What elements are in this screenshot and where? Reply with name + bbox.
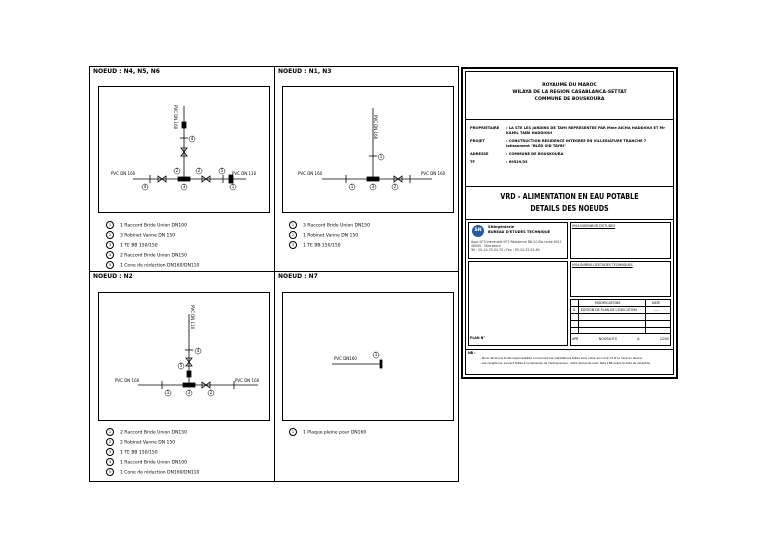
table-header-modifications: MODIFICATIONS [595,301,621,305]
table-line [570,320,671,321]
legend-item: 2 2 Robinet Vanne DN 150 [106,438,199,448]
circle-label: 4 [190,136,194,141]
project-label: PROJET [470,139,485,143]
table-line [570,313,671,314]
legend-item: 1 2 Raccord Bride Union DN150 [106,428,199,438]
node-diagram [282,86,454,213]
pipe-label-left: PVC DN 160 [111,171,136,176]
panel-divider-horizontal [89,271,459,272]
legend-item: 3 1 TE BB 150/150 [106,448,199,458]
visa-bet-label: VISA BUREAU D'ETUDES TECHNIQUES [572,263,633,267]
circle-label: 1 [166,390,170,395]
plan-field: APR [572,337,579,341]
circle-label: 5 [179,363,183,368]
plan-field: NO/05LOTS [598,337,617,341]
tf-label: TF [470,160,475,164]
legend-item: 5 1 Cone de réduction DN160/DN110 [106,261,199,271]
table-cell: A [573,308,576,312]
bet-name: SNIngénierie BUREAU D'ETUDES TECHNIQUE [488,225,551,234]
note-line: - Nous déclinons toute responsabilité concernant les installations faites sans notre accord écrit et la mise en œuvre. [480,356,643,360]
legend-item: 1 1 Plaque pleine pour DN160 [289,428,366,438]
table-cell: EDITION DE PLAN DE L'EXECUTION [581,308,637,312]
plan-fields [572,337,669,341]
panel-title: NOEUD : N7 [278,273,318,280]
note-line: - Les réceptions, suivant faites à la demande de l'entrepreneur, notre demande avec faite 15B avant la date de réception. [480,361,652,365]
pipe-label-vertical: PVC DN 160 [173,105,178,130]
table-line [570,327,671,328]
owner-value: : LA STE LES JARDINS DE TAMI REPRESENTEE PAR Mme AICHA HADDIOUI ET Mr KAMIL TAIBI HADDIOUI [506,126,666,135]
table-line [578,299,579,333]
legend-item: 3 1 TE BB 150/150 [289,241,370,251]
plan-block [468,261,568,346]
circle-label: 1 [350,184,354,189]
drawing-title [482,191,656,215]
divider [465,219,674,220]
bet-address: Appt N°3 Immeuble N°2 Résidence BN 20 Bis route 6011 40000 - Marrakech Tel : 05-24-33-04-70 / Fax : 05-24-33-55-60 [471,240,562,252]
pipe-label-right: PVC DN 160 [235,378,260,383]
title-line: DETAILS DES NOEUDS [530,204,609,213]
node-diagram [282,292,454,421]
legend-item: 2 1 Robinet Vanne DN 150 [289,231,370,241]
header-line: WILAYA DE LA REGION CASABLANCA-SETTAT [512,90,627,95]
pipe-label-left: PVC DN160 [334,356,357,361]
legend [289,428,366,438]
table-line [570,306,671,307]
owner-label: PROPRIETAIRE [470,126,500,130]
header-line: ROYAUME DU MAROC [542,83,597,88]
tf-value: : 69529/33 [506,160,528,164]
pipe-label-left: PVC DN 160 [115,378,140,383]
project-value: : CONSTRUCTION RESIDENCE INTEGREE EN VILLEGIATURE TRANCHE 7 lotissement "BLED SID TAYBI" [506,139,647,148]
circle-label: 4 [196,348,200,353]
panel-title: NOEUD : N4, N5, N6 [93,68,160,75]
panel-title: NOEUD : N2 [93,273,133,280]
pipe-label-left: PVC DN 160 [298,171,323,176]
legend-item: 5 1 Cone de réduction DN160/DN110 [106,468,199,478]
node-diagram [98,86,270,213]
panel-title: NOEUD : N1, N3 [278,68,332,75]
bet-logo: SN [472,225,484,237]
circle-label: 2 [209,390,213,395]
circle-label: 3 [187,390,191,395]
visa-engineer-label: VISA INGENIEUR D'ETUDES [572,224,616,228]
project-info [470,126,670,165]
divider [465,349,674,350]
circle-label: 1 [379,154,383,159]
circle-label: 4 [143,184,147,189]
legend-item: 2 3 Robinet Vanne DN 150 [106,231,199,241]
legend [106,221,199,271]
circle-label: 3 [182,184,186,189]
legend [289,221,370,251]
panel-divider-vertical [274,66,275,482]
pipe-label-vertical: PVC DN 160 [373,115,378,140]
node-diagram [98,292,270,421]
legend [106,428,199,478]
circle-label: 2 [197,168,201,173]
pipe-label-vertical: PVC DN 110 [190,305,195,330]
legend-item: 1 3 Raccord Bride Union DN150 [289,221,370,231]
circle-label: 3 [371,184,375,189]
plan-field: A [637,337,640,341]
legend-item: 3 1 TE BB 150/150 [106,241,199,251]
title-line: VRD - ALIMENTATION EN EAU POTABLE [500,192,639,201]
legend-item: 1 1 Raccord Bride Union DN100 [106,221,199,231]
pipe-label-right: PVC DN 110 [232,171,257,176]
circle-label: 2 [175,168,179,173]
divider [465,119,674,120]
address-label: ADRESSE [470,152,489,156]
plan-number-label: PLAN N° [470,336,485,340]
circle-label: 1 [231,184,235,189]
note-block [468,351,651,366]
legend-item: 4 2 Raccord Bride Union DN150 [106,251,199,261]
header-line: COMMUNE DE BOUSKOURA [534,97,605,102]
circle-label: 1 [374,352,378,357]
plan-field: 1/200 [659,337,669,341]
circle-label: 2 [393,184,397,189]
pipe-label-right: PVC DN 160 [421,171,446,176]
header-block [467,82,672,103]
table-line [645,299,646,333]
circle-label: 5 [220,168,224,173]
address-value: : COMMUNE DE BOUSKOURA [506,152,564,156]
table-header-date: DATE [652,301,661,305]
legend-item: 4 1 Raccord Bride Union DN100 [106,458,199,468]
divider [465,186,674,187]
table-cell: ---- [654,308,659,312]
note-label: NB : [468,351,476,355]
table-line [570,333,671,334]
